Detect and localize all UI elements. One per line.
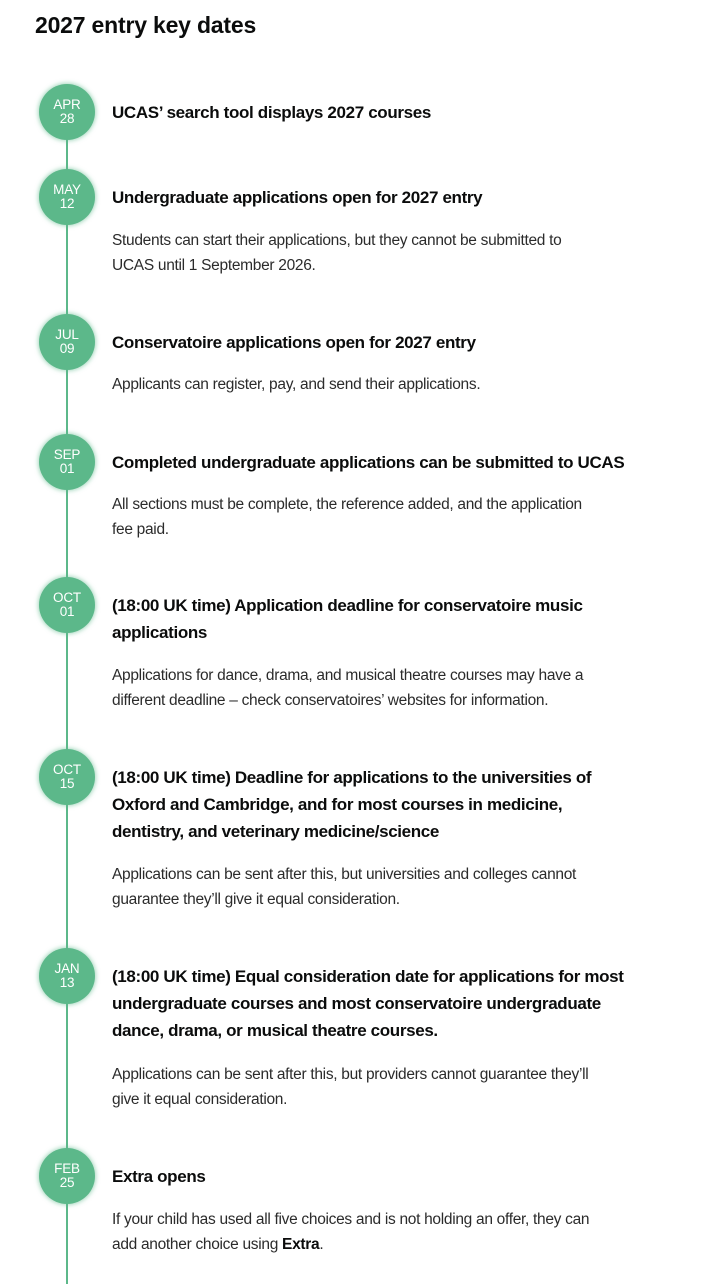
date-day: 01	[59, 461, 75, 476]
item-heading	[112, 963, 624, 1044]
item-description	[112, 372, 480, 397]
description-text: Applicants can register, pay, and send their applications.	[112, 376, 481, 393]
item-heading	[112, 764, 591, 845]
date-badge	[39, 434, 95, 490]
heading-line: applications	[112, 623, 207, 642]
description-text: give it equal consideration.	[112, 1091, 288, 1108]
description-text: If your child has used all five choices and is not holding an offer, they can	[112, 1211, 590, 1228]
date-month: OCT	[53, 590, 81, 605]
page-title: 2027 entry key dates	[35, 12, 257, 38]
description-line	[112, 1207, 589, 1232]
description-line	[112, 663, 583, 688]
heading-line: Completed undergraduate applications can be submitted to UCAS	[112, 453, 625, 472]
description-text: guarantee they’ll give it equal consideration.	[112, 891, 400, 908]
description-text: fee paid.	[112, 521, 169, 538]
item-description	[112, 862, 576, 912]
description-text: UCAS until 1 September 2026.	[112, 257, 316, 274]
date-day: 13	[59, 975, 75, 990]
item-description	[112, 1062, 588, 1112]
description-line	[112, 1062, 588, 1087]
description-line	[112, 228, 561, 253]
date-month: MAY	[53, 182, 81, 197]
description-text: add another choice using	[112, 1236, 283, 1253]
item-description	[112, 492, 582, 542]
item-heading	[112, 99, 431, 126]
description-text: different deadline – check conservatoires’ websites for information.	[112, 692, 549, 709]
heading-line: undergraduate courses and most conservatoire undergraduate	[112, 994, 601, 1013]
description-line	[112, 862, 576, 887]
heading-line: UCAS’ search tool displays 2027 courses	[112, 103, 431, 122]
date-day: 28	[59, 111, 75, 126]
item-description	[112, 663, 583, 713]
description-line	[112, 492, 582, 517]
date-month: JAN	[54, 961, 80, 976]
date-month: FEB	[54, 1161, 80, 1176]
date-month: APR	[53, 97, 81, 112]
date-badge	[39, 948, 95, 1004]
item-heading	[112, 184, 482, 211]
item-heading	[112, 1163, 205, 1190]
heading-line: Undergraduate applications open for 2027 entry	[112, 188, 483, 207]
heading-line: Conservatoire applications open for 2027 entry	[112, 333, 476, 352]
date-badge	[39, 84, 95, 140]
description-line	[112, 517, 582, 542]
item-description	[112, 1207, 589, 1257]
description-line	[112, 253, 561, 278]
heading-line: Oxford and Cambridge, and for most courses in medicine,	[112, 795, 563, 814]
item-heading	[112, 329, 476, 356]
heading-line: (18:00 UK time) Equal consideration date for applications for most	[112, 967, 624, 986]
heading-line: dance, drama, or musical theatre courses.	[112, 1021, 438, 1040]
item-description	[112, 228, 561, 278]
description-line	[112, 1087, 588, 1112]
description-line	[112, 688, 583, 713]
description-line	[112, 372, 480, 397]
description-text: Applications can be sent after this, but universities and colleges cannot	[112, 866, 577, 883]
date-day: 01	[59, 604, 75, 619]
description-text: Students can start their applications, but they cannot be submitted to	[112, 232, 562, 249]
date-badge	[39, 314, 95, 370]
date-badge	[39, 1148, 95, 1204]
extra-link[interactable]: Extra	[282, 1236, 320, 1253]
description-line	[112, 1232, 589, 1257]
heading-line: (18:00 UK time) Application deadline for conservatoire music	[112, 596, 583, 615]
item-heading	[112, 449, 624, 476]
item-heading	[112, 592, 583, 646]
date-month: SEP	[53, 447, 81, 462]
date-day: 15	[59, 776, 75, 791]
description-text: Applications can be sent after this, but providers cannot guarantee they’ll	[112, 1066, 589, 1083]
date-day: 25	[59, 1175, 75, 1190]
date-day: 09	[59, 341, 75, 356]
date-badge	[39, 577, 95, 633]
date-month: OCT	[53, 762, 81, 777]
date-badge	[39, 169, 95, 225]
heading-line: (18:00 UK time) Deadline for applications to the universities of	[112, 768, 592, 787]
heading-line: dentistry, and veterinary medicine/science	[112, 822, 440, 841]
heading-line: Extra opens	[112, 1167, 206, 1186]
description-text: All sections must be complete, the reference added, and the application	[112, 496, 582, 513]
description-suffix: .	[319, 1236, 324, 1253]
timeline-line	[66, 112, 68, 1284]
date-day: 12	[59, 196, 75, 211]
date-month: JUL	[55, 327, 79, 342]
description-text: Applications for dance, drama, and musical theatre courses may have a	[112, 667, 584, 684]
date-badge	[39, 749, 95, 805]
description-line	[112, 887, 576, 912]
